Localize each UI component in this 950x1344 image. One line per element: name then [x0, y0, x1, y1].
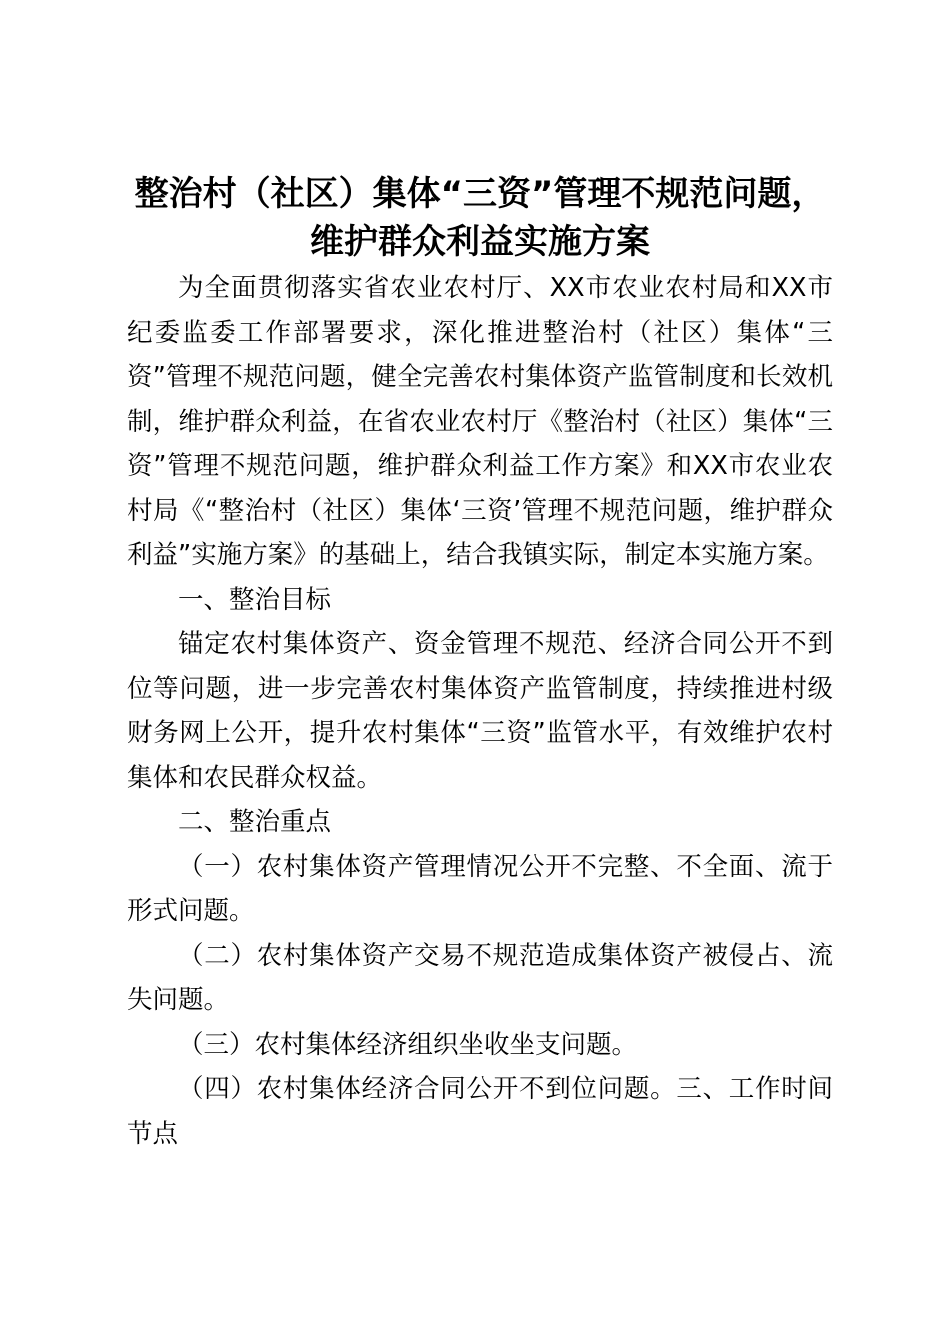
goals-paragraph: 锚定农村集体资产、资金管理不规范、经济合同公开不到位等问题，进一步完善农村集体资产监管制度，持续推进村级财务网上公开，提升农村集体“三资”监管水平，有效维护农村集体和农民群众权益。	[127, 629, 833, 793]
focus-item-3: （三）农村集体经济组织坐收坐支问题。	[178, 1029, 638, 1060]
focus-item-4: （四）农村集体经济合同公开不到位问题。三、工作时间节点	[127, 1074, 833, 1149]
section-heading-focus: 二、整治重点	[178, 807, 332, 837]
intro-paragraph: 为全面贯彻落实省农业农村厅、XX市农业农村局和XX市纪委监委工作部署要求，深化推进整治村（社区）集体“三资”管理不规范问题，健全完善农村集体资产监管制度和长效机制，维护群众利益，在省农业农村厅《整治村（社区）集体“三资”管理不规范问题，维护群众利益工作方案》和XX市农业农村局《“整治村（社区）集体‘三资’管理不规范问题，维护群众利益”实施方案》的基础上，结合我镇实际，制定本实施方案。	[127, 273, 833, 570]
document-title	[127, 170, 833, 266]
focus-item-1: （一）农村集体资产管理情况公开不完整、不全面、流于形式问题。	[127, 851, 833, 926]
focus-item-2: （二）农村集体资产交易不规范造成集体资产被侵占、流失问题。	[127, 940, 833, 1015]
title-line-1: 整治村（社区）集体“三资”管理不规范问题，	[134, 174, 826, 214]
section-heading-goals: 一、整治目标	[178, 584, 332, 615]
document-body	[127, 170, 833, 1156]
title-line-2: 维护群众利益实施方案	[310, 222, 650, 262]
